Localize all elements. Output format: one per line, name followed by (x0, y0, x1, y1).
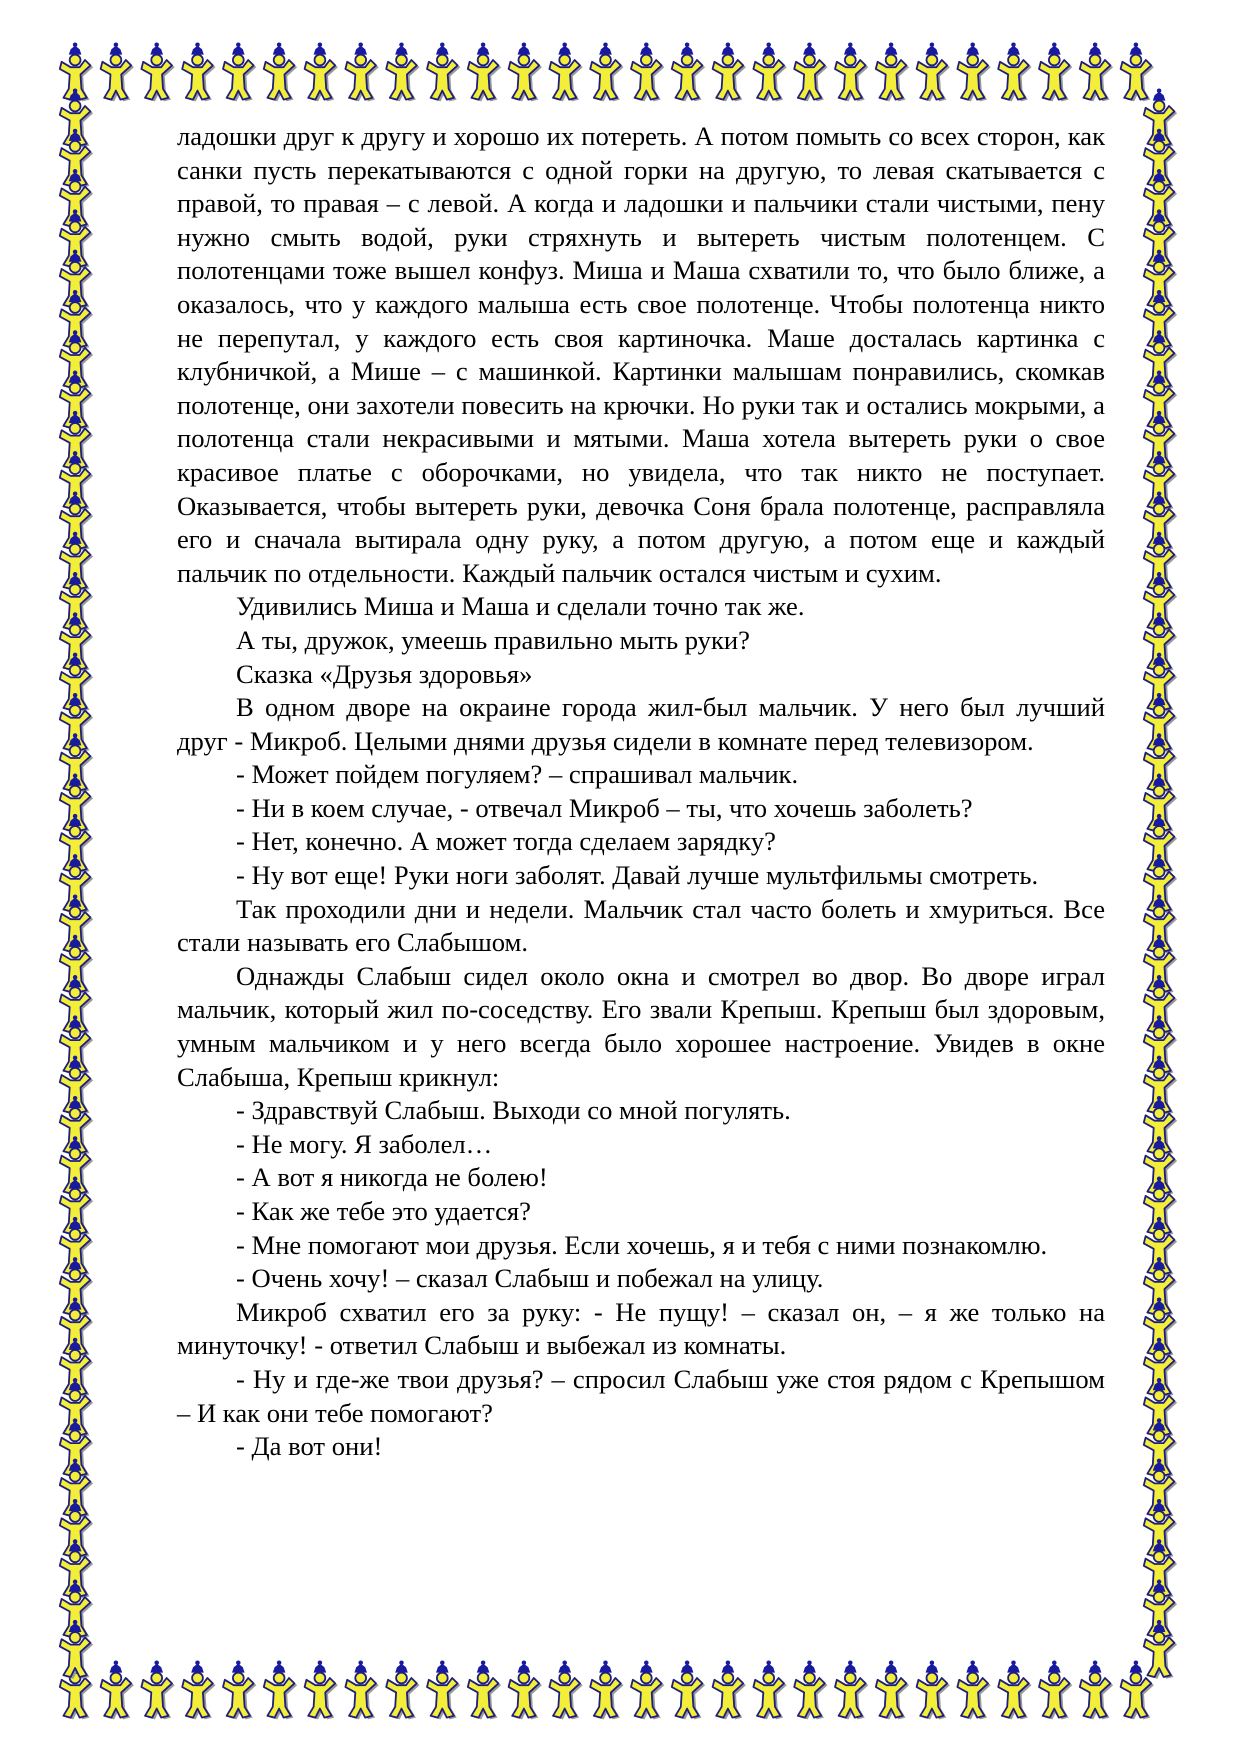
dialogue-line: - Ну и где-же твои друзья? – спросил Слабыш уже стоя рядом с Крепышом – И как они тебе помогают? (177, 1363, 1105, 1428)
little-man-figure-icon (631, 1660, 664, 1719)
little-man-figure-icon (794, 42, 827, 101)
dialogue-line: - Ни в коем случае, - отвечал Микроб – ты, что хочешь заболеть? (236, 792, 973, 823)
little-man-figure-icon (427, 1660, 460, 1719)
little-man-figure-icon (509, 42, 542, 101)
little-man-figure-icon (264, 42, 297, 101)
little-man-figure-icon (386, 42, 419, 101)
little-man-figure-icon (590, 1660, 623, 1719)
little-man-figure-icon (835, 1660, 868, 1719)
dialogue-line: - Да вот они! (236, 1431, 383, 1462)
little-man-figure-icon (264, 1660, 297, 1719)
little-man-figure-icon (1080, 1660, 1113, 1719)
dialogue-line: - Очень хочу! – сказал Слабыш и побежал на улицу. (236, 1263, 824, 1294)
border-top (0, 40, 1240, 104)
little-man-figure-icon (876, 1660, 909, 1719)
little-man-figure-icon (468, 1660, 501, 1719)
little-man-figure-icon (713, 42, 746, 101)
little-man-figure-icon (998, 1660, 1031, 1719)
paragraph: В одном дворе на окраине города жил-был мальчик. У него был лучший друг - Микроб. Целыми днями друзья сидели в комнате перед телевизором. (177, 692, 1105, 756)
dialogue-line: - Мне помогают мои друзья. Если хочешь, я и тебя с ними познакомлю. (236, 1229, 1048, 1260)
little-man-figure-icon (753, 1660, 786, 1719)
little-man-figure-icon (917, 1660, 950, 1719)
little-man-figure-icon (794, 1660, 827, 1719)
dialogue-line: - Здравствуй Слабыш. Выходи со мной погулять. (236, 1095, 791, 1126)
little-man-figure-icon (60, 1620, 93, 1679)
little-man-figure-icon (468, 42, 501, 101)
little-man-figure-icon (509, 1660, 542, 1719)
paragraph: Микроб схватил его за руку: - Не пущу! – сказал он, – я же только на минуточку! - ответил Слабыш и выбежал из комнаты. (177, 1296, 1105, 1361)
little-man-figure-icon (305, 1660, 338, 1719)
paragraph: Удивились Миша и Маша и сделали точно так же. (236, 591, 805, 622)
little-man-figure-icon (957, 42, 990, 101)
border-left (52, 0, 112, 1754)
little-man-figure-icon (345, 42, 378, 101)
dialogue-line: - А вот я никогда не болею! (236, 1162, 548, 1193)
little-man-figure-icon (672, 42, 705, 101)
little-man-figure-icon (223, 42, 256, 101)
little-man-figure-icon (182, 42, 215, 101)
little-man-figure-icon (753, 42, 786, 101)
little-man-figure-icon (1080, 42, 1113, 101)
paragraph: А ты, дружок, умеешь правильно мыть руки? (236, 624, 750, 655)
little-man-figure-icon (386, 1660, 419, 1719)
little-man-figure-icon (345, 1660, 378, 1719)
little-man-figure-icon (141, 42, 174, 101)
little-man-figure-icon (141, 1660, 174, 1719)
border-right (1136, 0, 1196, 1754)
little-man-figure-icon (957, 1660, 990, 1719)
dialogue-line: - Ну вот еще! Руки ноги заболят. Давай лучше мультфильмы смотреть. (236, 860, 1039, 891)
paragraph-continuation: ладошки друг к другу и хорошо их потереть. А потом помыть со всех сторон, как санки пусть перекатываются с одной горки на другую, то левая скатывается с правой, то правая – с левой. А когда и ладошки и пальчики стали чистыми, пену нужно смыть водой, руки стряхнуть и вытереть чистым полотенцем. С полотенцами тоже вышел конфуз. Миша и Маша схватили то, что было ближе, а оказалось, что у каждого малыша есть свое полотенце. Чтобы полотенца никто не перепутал, у каждого есть своя картиночка. Маше досталась картинка с клубничкой, а Мише – с машинкой. Картинки малышам понравились, скомкав полотенце, они захотели повесить на крючки. Но руки так и остались мокрыми, а полотенца стали некрасивыми и мятыми. Маша хотела вытереть руки о свое красивое платье с оборочками, но увидела, что так никто не поступает. Оказывается, чтобы вытереть руки, девочка Соня брала полотенце, расправляла его и сначала вытирала одну руку, а потом другую, а потом еще и каждый пальчик по отдельности. Каждый пальчик остался чистым и сухим. (177, 121, 1105, 588)
story-title: Сказка «Друзья здоровья» (236, 658, 533, 689)
little-man-figure-icon (835, 42, 868, 101)
little-man-figure-icon (590, 42, 623, 101)
paragraph: Однажды Слабыш сидел около окна и смотрел во двор. Во дворе играл мальчик, который жил по-соседству. Его звали Крепыш. Крепыш был здоровым, умным мальчиком и у него всегда было хорошее настроение. Увидев в окне Слабыша, Крепыш крикнул: (177, 960, 1105, 1092)
story-text (177, 120, 1105, 1464)
little-man-figure-icon (1039, 1660, 1072, 1719)
little-man-figure-icon (1144, 1620, 1177, 1679)
little-man-figure-icon (427, 42, 460, 101)
little-man-figure-icon (182, 1660, 215, 1719)
little-man-figure-icon (305, 42, 338, 101)
paragraph: Так проходили дни и недели. Мальчик стал часто болеть и хмуриться. Все стали называть его Слабышом. (177, 893, 1105, 958)
dialogue-line: - Не могу. Я заболел… (236, 1128, 493, 1159)
little-man-figure-icon (631, 42, 664, 101)
little-man-figure-icon (998, 42, 1031, 101)
dialogue-line: - Как же тебе это удается? (236, 1196, 531, 1226)
little-man-figure-icon (917, 42, 950, 101)
little-man-figure-icon (549, 42, 582, 101)
little-man-figure-icon (223, 1660, 256, 1719)
border-bottom (0, 1658, 1240, 1722)
little-man-figure-icon (876, 42, 909, 101)
dialogue-line: - Может пойдем погуляем? – спрашивал мальчик. (236, 759, 799, 790)
little-man-figure-icon (713, 1660, 746, 1719)
little-man-figure-icon (672, 1660, 705, 1719)
dialogue-line: - Нет, конечно. А может тогда сделаем зарядку? (236, 826, 776, 857)
little-man-figure-icon (1039, 42, 1072, 101)
little-man-figure-icon (549, 1660, 582, 1719)
